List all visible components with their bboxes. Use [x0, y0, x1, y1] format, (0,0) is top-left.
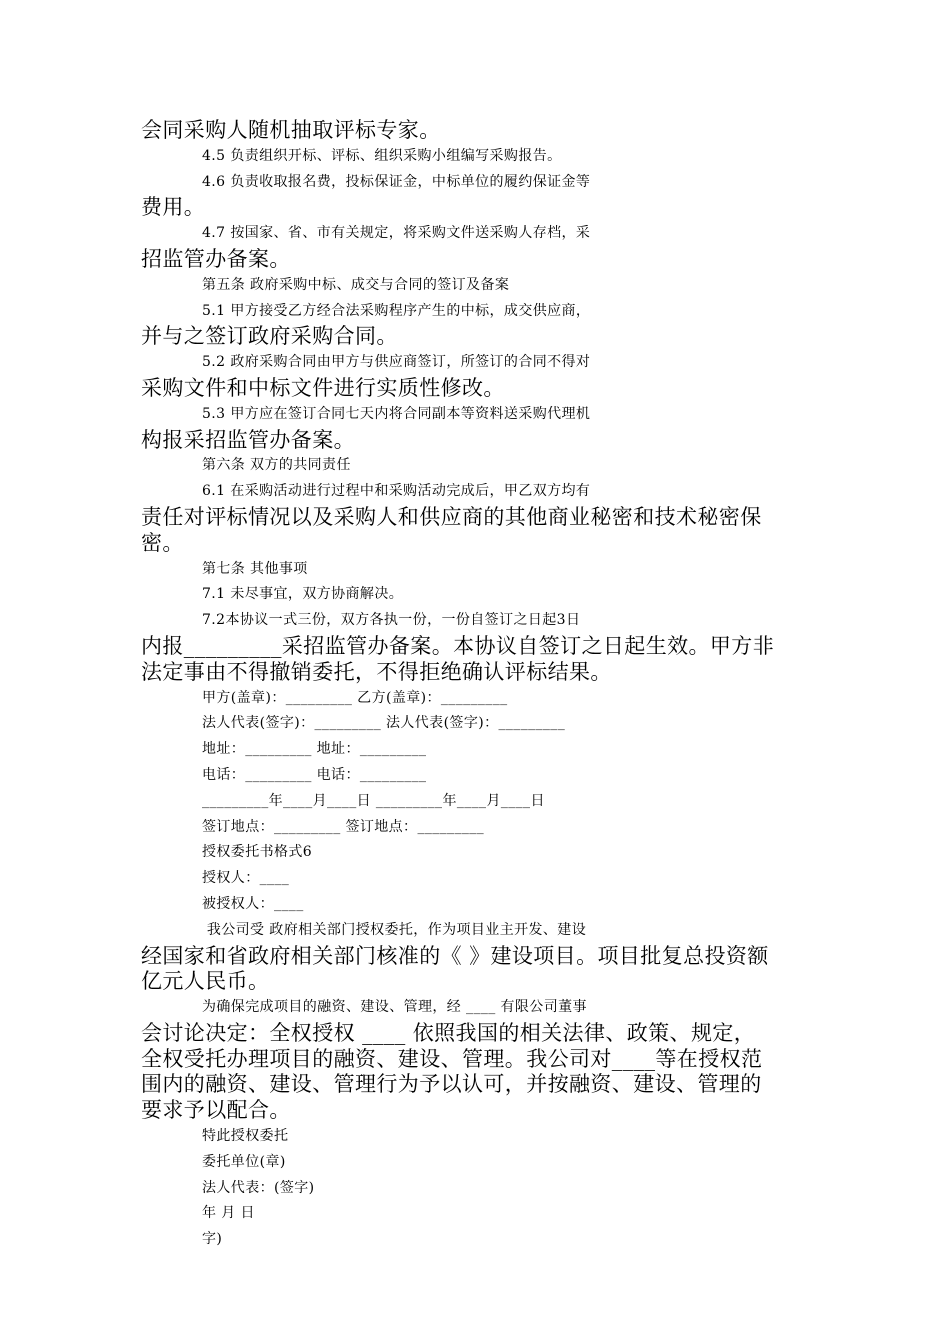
text-line: 甲方(盖章)：_________ 乙方(盖章)：_________ — [202, 689, 508, 706]
text-line: 第五条 政府采购中标、成交与合同的签订及备案 — [202, 276, 510, 293]
text-line: 我公司受 政府相关部门授权委托，作为项目业主开发、建设 — [202, 921, 587, 938]
text-line: 授权人：____ — [202, 870, 290, 887]
text-line: 5.1 甲方接受乙方经合法采购程序产生的中标，成交供应商， — [202, 302, 591, 319]
text-line: 第七条 其他事项 — [202, 560, 308, 577]
text-line: 年 月 日 — [202, 1205, 255, 1222]
document-body — [141, 118, 811, 1253]
text-line: 为确保完成项目的融资、建设、管理，经 ____ 有限公司董事 — [202, 999, 587, 1016]
text-line: 4.7 按国家、省、市有关规定，将采购文件送采购人存档，采 — [202, 225, 591, 242]
text-line: 法定事由不得撤销委托，不得拒绝确认评标结果。 — [141, 659, 612, 684]
text-line: 5.2 政府采购合同由甲方与供应商签订，所签订的合同不得对 — [202, 354, 591, 371]
text-line: 会讨论决定：全权授权 ____ 依照我国的相关法律、政策、规定， — [141, 1020, 756, 1045]
text-line: 4.6 负责收取报名费，投标保证金，中标单位的履约保证金等 — [202, 173, 591, 190]
text-line: 要求予以配合。 — [141, 1098, 291, 1123]
text-line: 7.1 未尽事宜，双方协商解决。 — [202, 586, 404, 603]
text-line: 被授权人：____ — [202, 895, 304, 912]
text-line: 字) — [202, 1231, 223, 1248]
text-line: 密。 — [141, 530, 184, 555]
text-line: 特此授权委托 — [202, 1128, 289, 1145]
text-line: 全权受托办理项目的融资、建设、管理。我公司对____等在授权范 — [141, 1046, 763, 1071]
text-line: 招监管办备案。 — [141, 246, 291, 271]
text-line: 亿元人民币。 — [141, 969, 270, 994]
text-line: 地址：_________ 地址：_________ — [202, 741, 427, 758]
text-line: 5.3 甲方应在签订合同七天内将合同副本等资料送采购代理机 — [202, 405, 591, 422]
text-line: 第六条 双方的共同责任 — [202, 457, 351, 474]
text-line: 法人代表：(签字) — [202, 1179, 315, 1196]
text-line: 会同采购人随机抽取评标专家。 — [141, 118, 441, 142]
text-line: 7.2本协议一式三份，双方各执一份，一份自签订之日起3日 — [202, 612, 581, 629]
text-line: 经国家和省政府相关部门核准的《 》建设项目。项目批复总投资额 — [141, 943, 769, 968]
text-line: 构报采招监管办备案。 — [141, 427, 355, 452]
text-line: 费用。 — [141, 195, 206, 220]
text-line: 6.1 在采购活动进行过程中和采购活动完成后，甲乙双方均有 — [202, 483, 591, 500]
text-line: 责任对评标情况以及采购人和供应商的其他商业秘密和技术秘密保 — [141, 504, 762, 529]
text-line: 委托单位(章) — [202, 1153, 286, 1170]
text-line: 并与之签订政府采购合同。 — [141, 324, 398, 349]
text-line: 法人代表(签字)：_________ 法人代表(签字)：_________ — [202, 715, 566, 732]
text-line: 电话：_________ 电话：_________ — [202, 766, 427, 783]
text-line: 内报_________采招监管办备案。本协议自签订之日起生效。甲方非 — [141, 633, 775, 658]
text-line: 授权委托书格式6 — [202, 844, 313, 861]
text-line: 4.5 负责组织开标、评标、组织采购小组编写采购报告。 — [202, 147, 562, 164]
text-line: 采购文件和中标文件进行实质性修改。 — [141, 375, 505, 400]
text-line: 围内的融资、建设、管理行为予以认可，并按融资、建设、管理的 — [141, 1072, 762, 1097]
text-line: _________年____月____日 _________年____月____日 — [202, 792, 545, 809]
text-line: 签订地点：_________ 签订地点：_________ — [202, 818, 485, 835]
